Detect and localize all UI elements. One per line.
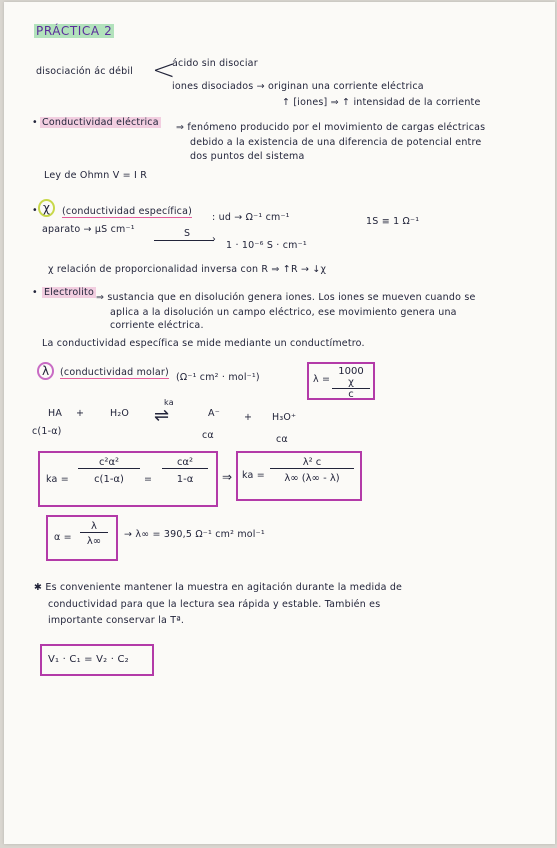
aparato-units: aparato → µS cm⁻¹ [42,224,135,235]
eq-h3o: H₃O⁺ [272,412,297,423]
eq-h2o: H₂O [110,408,130,419]
ley-ohm: Ley de Ohmn V = I R [44,170,148,181]
nota-line2: conductividad para que la lectura sea rápida y estable. También es [48,599,381,610]
chi-symbol: χ [38,201,55,215]
conductimetro-note: La conductividad específica se mide mediante un conductímetro. [42,338,365,349]
disociacion-line2: iones disociados → originan una corriente eléctrica [172,81,424,92]
eq-a-minus: A⁻ [208,408,220,419]
nota-line1: ✱ Es conveniente mantener la muestra en agitación durante la medida de [34,582,403,593]
arrow-head-icon: › [212,234,216,245]
nota-line3: importante conservar la Tª. [48,615,185,626]
lambda-formula-fraction [332,366,370,400]
disociacion-line1: ácido sin disociar [172,58,258,69]
ka-box2-fraction [270,457,354,484]
ka-box2-den: λ∞ (λ∞ - λ) [284,473,340,484]
disociacion-line3: ↑ [iones] ⇒ ↑ intensidad de la corriente [282,97,481,108]
ka-box1-fraction2 [162,457,208,485]
conductividad-line1: ⇒ fenómeno producido por el movimiento de cargas eléctricas [176,122,486,133]
alpha-box-num: λ [80,521,108,533]
notebook-page [4,2,555,844]
ka-box1-fraction1 [78,457,140,485]
alpha-box-lhs: α = [54,532,72,543]
eq-conc-a: cα [202,430,214,441]
alpha-box-den: λ∞ [86,536,102,547]
equilibrium-arrows-icon: ⇌ [154,405,170,426]
bullet-especifica: • [32,205,38,216]
electrolito-line1: ⇒ sustancia que en disolución genera iones. Los iones se mueven cuando se [96,292,476,303]
ka-box1-num2: cα² [162,457,208,469]
disociacion-label: disociación ác débil [36,66,134,77]
ka-box1-den1: c(1-α) [94,474,124,485]
ka-box2-num: λ² c [270,457,354,469]
bullet-electrolito: • [32,287,38,298]
molar-units: (Ω⁻¹ cm² · mol⁻¹) [176,372,260,383]
ka-box1-num1: c²α² [78,457,140,469]
brace-icon: < [152,53,176,86]
ka-box1-lhs: ka = [46,474,69,485]
eq-conc-h3o: cα [276,434,288,445]
eq-ka-label: ka [164,398,174,407]
especifica-equiv: 1S ≡ 1 Ω⁻¹ [366,216,420,227]
conductividad-line3: dos puntos del sistema [190,151,305,162]
especifica-units: : ud → Ω⁻¹ cm⁻¹ [212,212,290,223]
eq-plus2: + [244,412,253,423]
alpha-box-fraction [80,521,108,547]
molar-term: (conductividad molar) [60,367,169,378]
page-title: PRÁCTICA 2 [36,24,113,38]
eq-plus1: + [76,408,85,419]
electrolito-line2: aplica a la disolución un campo eléctrico, ese movimiento genera una [110,307,457,318]
especifica-term: (conductividad específica) [62,206,193,217]
conversion-value: 1 · 10⁻⁶ S · cm⁻¹ [226,240,307,251]
eq-conc-ha: c(1-α) [32,426,62,437]
dilution-formula: V₁ · C₁ = V₂ · C₂ [48,654,129,665]
arrow-label: S [184,228,191,239]
arrow-line [154,240,214,241]
lambda-symbol: λ [37,364,54,378]
ka-box1-den2: 1-α [176,474,194,485]
ka-box2-lhs: ka = [242,470,265,481]
bullet-conductividad: • [32,117,38,128]
eq-ha: HA [48,408,63,419]
chi-relation: χ relación de proporcionalidad inversa con R ⇒ ↑R → ↓χ [48,264,327,275]
electrolito-term: Electrolito [44,287,94,298]
lambda-formula-lhs: λ = [313,374,331,385]
lambda-formula-numerator: 1000 χ [332,366,370,389]
lambda-infinity-value: → λ∞ = 390,5 Ω⁻¹ cm² mol⁻¹ [124,529,265,540]
ka-box1-eq: = [144,474,153,485]
conductividad-term: Conductividad eléctrica [42,117,159,128]
lambda-formula-denominator: c [348,389,354,400]
conductividad-line2: debido a la existencia de una diferencia de potencial entre [190,137,482,148]
implies-arrow-icon: ⇒ [222,470,233,484]
electrolito-line3: corriente eléctrica. [110,320,204,331]
